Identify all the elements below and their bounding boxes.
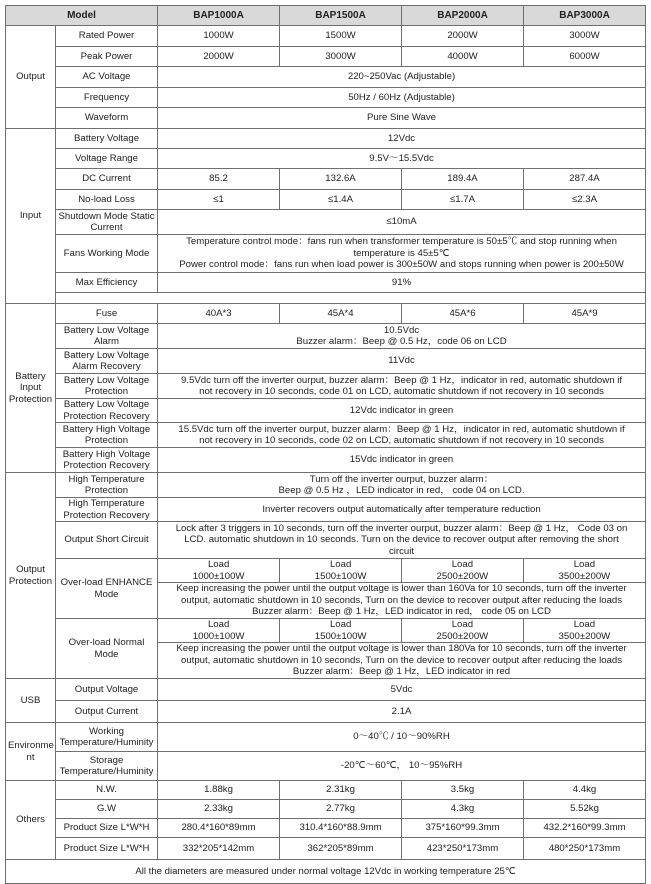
overload-normal-value xyxy=(158,619,646,679)
short-circuit-label: Output Short Circuit xyxy=(56,522,158,559)
input-spacer xyxy=(56,293,646,304)
normal-line-1: Keep increasing the power until the output voltage is lower than 180Va for 10 seconds, turn off the inverter xyxy=(176,643,627,655)
model-1: BAP1000A xyxy=(158,6,280,26)
normal-load-3-value: 2500±200W xyxy=(436,630,489,642)
enhance-load-1 xyxy=(158,559,280,583)
normal-load-3-title: Load xyxy=(451,619,474,631)
size1-4: 432.2*160*99.3mm xyxy=(524,819,646,838)
header-row xyxy=(6,6,646,26)
enhance-load-2-title: Load xyxy=(329,559,352,571)
category-usb: USB xyxy=(6,679,56,723)
fuse-2: 45A*4 xyxy=(280,304,402,324)
shutdown-current-label: Shutdown Mode Static Current xyxy=(56,210,158,235)
enhance-line-2: output, automatic shutdown in 10 seconds, Turn on the device to recover output after reducing the loads xyxy=(180,594,623,606)
fans-mode-line-2: temperature is 45±5℃ xyxy=(353,247,450,259)
spec-table xyxy=(5,5,646,884)
low-alarm-line-2: Buzzer alarm：Beep @ 0.5 Hz，code 06 on LCD xyxy=(296,336,507,347)
frequency-value: 50Hz / 60Hz (Adjustable) xyxy=(158,88,646,108)
normal-load-4-value: 3500±200W xyxy=(558,630,611,642)
low-alarm-label: Battery Low Voltage Alarm xyxy=(56,324,158,349)
peak-power-2: 3000W xyxy=(280,47,402,67)
normal-load-4-title: Load xyxy=(573,619,596,631)
nw-3: 3.5kg xyxy=(402,781,524,800)
short-circuit-line-2: LCD. automatic shutdown in 10 seconds. Turn on the device to recover output after removing the short xyxy=(184,534,619,546)
low-alarm-recovery-value: 11Vdc xyxy=(158,349,646,374)
rated-power-2: 1500W xyxy=(280,26,402,47)
enhance-load-3-title: Load xyxy=(451,559,474,571)
model-header: Model xyxy=(6,6,158,26)
low-protection-recovery-label: Battery Low Voltage Protection Recovery xyxy=(56,399,158,423)
dc-current-label: DC Current xyxy=(56,169,158,190)
peak-power-label: Peak Power xyxy=(56,47,158,67)
fuse-label: Fuse xyxy=(56,304,158,324)
waveform-value: Pure Sine Wave xyxy=(158,108,646,129)
no-load-loss-label: No-load Loss xyxy=(56,190,158,210)
high-temp-label: High Temperature Protection xyxy=(56,473,158,498)
low-alarm-recovery-label: Battery Low Voltage Alarm Recovery xyxy=(56,349,158,374)
enhance-description xyxy=(158,583,645,618)
normal-load-2-title: Load xyxy=(329,619,352,631)
voltage-range-value: 9.5V～15.5Vdc xyxy=(158,149,646,169)
no-load-loss-2: ≤1.4A xyxy=(280,190,402,210)
dc-current-2: 132.6A xyxy=(280,169,402,190)
dc-current-3: 189.4A xyxy=(402,169,524,190)
battery-voltage-label: Battery Voltage xyxy=(56,129,158,149)
enhance-load-3 xyxy=(402,559,524,583)
high-protection-recovery-value: 15Vdc indicator in green xyxy=(158,448,646,473)
low-protection-line-2: not recovery in 10 seconds, code 01 on LCD, automatic shutdown if not recovery in 10 seconds xyxy=(199,386,604,397)
max-efficiency-label: Max Efficiency xyxy=(56,273,158,293)
low-alarm-value xyxy=(158,324,646,349)
enhance-line-1: Keep increasing the power until the output voltage is lower than 160Va for 10 seconds, turn off the inverter xyxy=(176,583,627,595)
enhance-load-4-value: 3500±200W xyxy=(558,570,611,582)
gw-label: G.W xyxy=(56,800,158,819)
peak-power-1: 2000W xyxy=(158,47,280,67)
nw-2: 2.31kg xyxy=(280,781,402,800)
normal-line-2: output, automatic shutdown in 10 seconds, Turn on the device to recover output after reducing the loads xyxy=(180,654,623,666)
normal-load-3 xyxy=(402,619,524,643)
enhance-load-2 xyxy=(280,559,402,583)
category-output-protection: Output Protection xyxy=(6,473,56,679)
normal-load-1-value: 1000±100W xyxy=(192,630,245,642)
category-input: Input xyxy=(6,129,56,304)
size2-1: 332*205*142mm xyxy=(158,838,280,860)
footnote: All the diameters are measured under normal voltage 12Vdc in working temperature 25℃ xyxy=(6,860,646,884)
low-protection-recovery-value: 12Vdc indicator in green xyxy=(158,399,646,423)
model-2: BAP1500A xyxy=(280,6,402,26)
enhance-load-1-title: Load xyxy=(207,559,230,571)
enhance-load-4 xyxy=(523,559,645,583)
enhance-load-1-value: 1000±100W xyxy=(192,570,245,582)
overload-enhance-value xyxy=(158,559,646,619)
fuse-1: 40A*3 xyxy=(158,304,280,324)
gw-4: 5.52kg xyxy=(524,800,646,819)
usb-current-value: 2.1A xyxy=(158,701,646,723)
nw-label: N.W. xyxy=(56,781,158,800)
category-environment: Environme nt xyxy=(6,723,56,781)
waveform-label: Waveform xyxy=(56,108,158,129)
dc-current-1: 85.2 xyxy=(158,169,280,190)
low-protection-label: Battery Low Voltage Protection xyxy=(56,374,158,399)
storage-temp-label: Storage Temperature/Huminity xyxy=(56,752,158,781)
gw-1: 2.33kg xyxy=(158,800,280,819)
model-4: BAP3000A xyxy=(524,6,646,26)
category-output: Output xyxy=(6,26,56,129)
normal-load-1-title: Load xyxy=(207,619,230,631)
high-protection-value xyxy=(158,423,646,448)
low-alarm-line-1: 10.5Vdc xyxy=(383,324,420,336)
normal-line-3: Buzzer alarm：Beep @ 1 Hz，LED indicator in red xyxy=(292,666,511,678)
overload-normal-label: Over-load Normal Mode xyxy=(56,619,158,679)
overload-enhance-label: Over-load ENHANCE Mode xyxy=(56,559,158,619)
high-protection-label: Battery High Voltage Protection xyxy=(56,423,158,448)
enhance-line-3: Buzzer alarm：Beep @ 1 Hz，LED indicator in red， code 05 on LCD xyxy=(252,606,551,618)
size1-1: 280.4*160*89mm xyxy=(158,819,280,838)
high-protection-recovery-label: Battery High Voltage Protection Recovery xyxy=(56,448,158,473)
voltage-range-label: Voltage Range xyxy=(56,149,158,169)
category-others: Others xyxy=(6,781,56,860)
usb-voltage-label: Output Voltage xyxy=(56,679,158,701)
fans-mode-line-1: Temperature control mode：fans run when transformer temperature is 50±5℃ and stop running when xyxy=(186,236,617,248)
storage-temp-value: -20℃～60℃， 10～95%RH xyxy=(158,752,646,781)
no-load-loss-1: ≤1 xyxy=(158,190,280,210)
size1-3: 375*160*99.3mm xyxy=(402,819,524,838)
normal-description xyxy=(158,643,645,678)
high-temp-recovery-label: High Temperature Protection Recovery xyxy=(56,498,158,522)
short-circuit-value xyxy=(158,522,646,559)
enhance-load-4-title: Load xyxy=(573,559,596,571)
high-temp-value xyxy=(158,473,646,498)
short-circuit-line-3: circuit xyxy=(388,545,415,557)
overload-normal-inner xyxy=(158,619,645,678)
size2-4: 480*250*173mm xyxy=(524,838,646,860)
enhance-load-2-value: 1500±100W xyxy=(314,570,367,582)
size2-label: Product Size L*W*H xyxy=(56,838,158,860)
fans-mode-label: Fans Working Mode xyxy=(56,235,158,273)
normal-load-2 xyxy=(280,619,402,643)
high-protection-line-2: not recovery in 10 seconds, code 02 on LCD, automatic shutdown if not recovery in 10 seconds xyxy=(199,435,604,446)
rated-power-4: 3000W xyxy=(524,26,646,47)
rated-power-1: 1000W xyxy=(158,26,280,47)
fuse-3: 45A*6 xyxy=(402,304,524,324)
overload-enhance-inner xyxy=(158,559,645,618)
size2-3: 423*250*173mm xyxy=(402,838,524,860)
size1-label: Product Size L*W*H xyxy=(56,819,158,838)
size2-2: 362*205*89mm xyxy=(280,838,402,860)
model-3: BAP2000A xyxy=(402,6,524,26)
enhance-load-3-value: 2500±200W xyxy=(436,570,489,582)
low-protection-value xyxy=(158,374,646,399)
ac-voltage-label: AC Voltage xyxy=(56,67,158,88)
gw-3: 4.3kg xyxy=(402,800,524,819)
high-temp-recovery-value: Inverter recovers output automatically after temperature reduction xyxy=(158,498,646,522)
peak-power-4: 6000W xyxy=(524,47,646,67)
battery-voltage-value: 12Vdc xyxy=(158,129,646,149)
dc-current-4: 287.4A xyxy=(524,169,646,190)
working-temp-value: 0～40℃ / 10～90%RH xyxy=(158,723,646,752)
rated-power-3: 2000W xyxy=(402,26,524,47)
category-battery-protection: Battery Input Protection xyxy=(6,304,56,473)
fans-mode-line-3: Power control mode：fans run when load power is 300±50W and stops running when power is 200±50W xyxy=(179,259,624,271)
usb-voltage-value: 5Vdc xyxy=(158,679,646,701)
high-protection-line-1: 15.5Vdc turn off the inverter ourput, buzzer alarm：Beep @ 1 Hz，indicator in red, automatic shutdown if xyxy=(178,423,625,435)
low-protection-line-1: 9.5Vdc turn off the inverter ourput, buzzer alarm：Beep @ 1 Hz，indicator in red, automatic shutdown if xyxy=(181,374,622,386)
high-temp-line-1: Turn off the inverter ourput, buzzer alarm： xyxy=(309,473,494,485)
usb-current-label: Output Current xyxy=(56,701,158,723)
peak-power-3: 4000W xyxy=(402,47,524,67)
ac-voltage-value: 220~250Vac (Adjustable) xyxy=(158,67,646,88)
spec-sheet xyxy=(5,5,645,884)
rated-power-label: Rated Power xyxy=(56,26,158,47)
frequency-label: Frequency xyxy=(56,88,158,108)
nw-1: 1.88kg xyxy=(158,781,280,800)
normal-load-2-value: 1500±100W xyxy=(314,630,367,642)
high-temp-line-2: Beep @ 0.5 Hz ，LED indicator in red， code 04 on LCD. xyxy=(278,485,525,496)
normal-load-1 xyxy=(158,619,280,643)
max-efficiency-value: 91% xyxy=(158,273,646,293)
no-load-loss-3: ≤1.7A xyxy=(402,190,524,210)
nw-4: 4.4kg xyxy=(524,781,646,800)
size1-2: 310.4*160*88.9mm xyxy=(280,819,402,838)
working-temp-label: Working Temperature/Huminity xyxy=(56,723,158,752)
shutdown-current-value: ≤10mA xyxy=(158,210,646,235)
fans-mode-value xyxy=(158,235,646,273)
normal-load-4 xyxy=(523,619,645,643)
no-load-loss-4: ≤2.3A xyxy=(524,190,646,210)
fuse-4: 45A*9 xyxy=(524,304,646,324)
short-circuit-line-1: Lock after 3 triggers in 10 seconds, turn off the inverter ourput, buzzer alarm：Beep @ 1 Hz， Code 03 on xyxy=(175,522,628,534)
gw-2: 2.77kg xyxy=(280,800,402,819)
